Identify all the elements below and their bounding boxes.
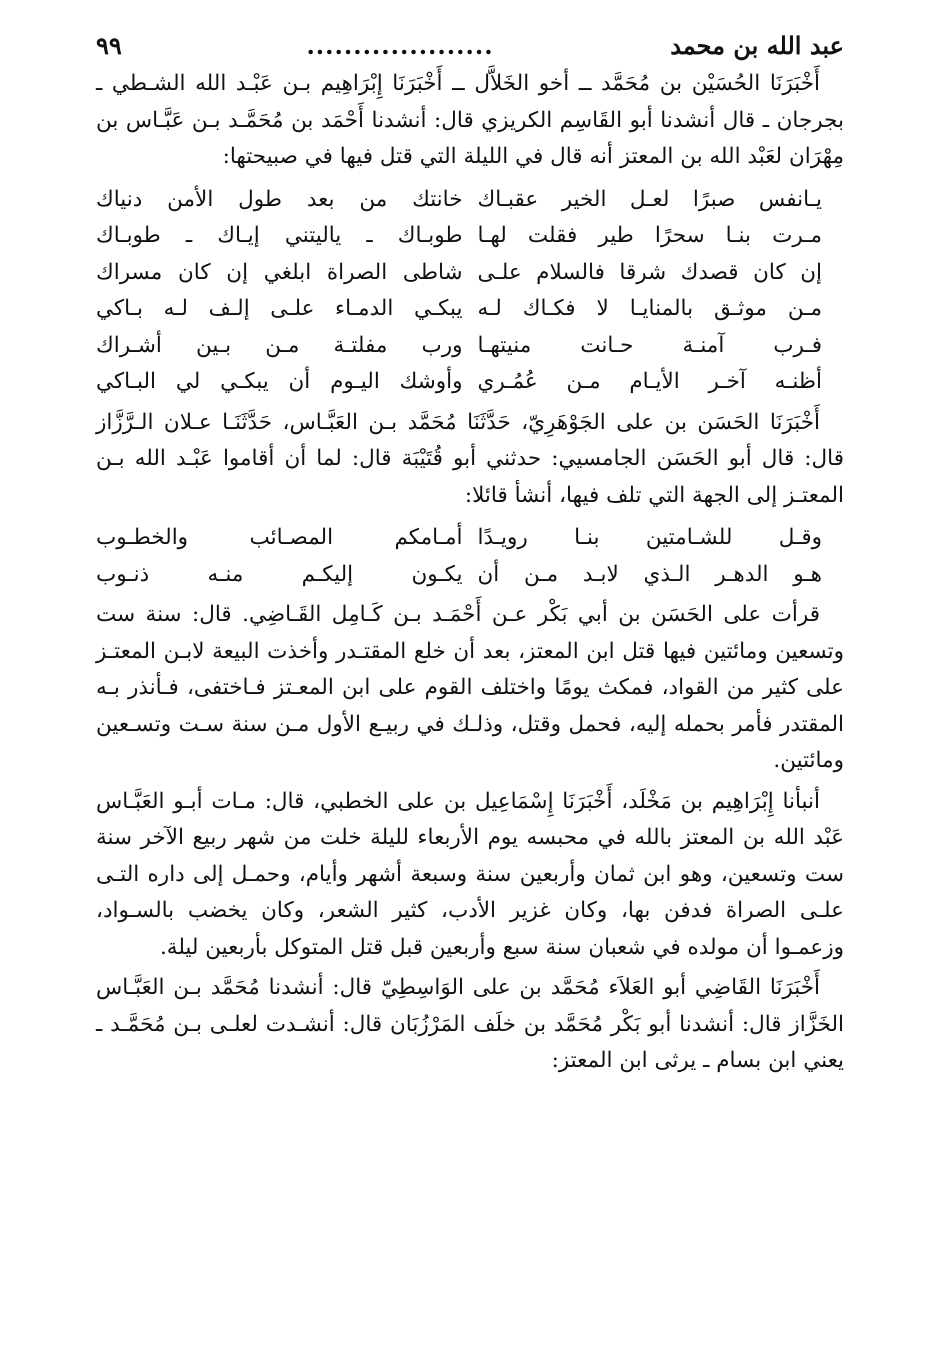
verse-second-half: خانتك من بعد طول الأمن دنياك — [96, 186, 463, 212]
poem-verse — [96, 557, 844, 594]
verse-second-half: ورب مفلتـة مـن بـين أشـراك — [96, 332, 463, 358]
verse-first-half: وقـل للشـامتين بنـا رويـدًا — [477, 525, 822, 550]
verse-first-half: مـن موثـق بالمنايـا لا فكـاك لـه — [477, 296, 822, 321]
verse-first-half: هـو الدهـر الـذي لابـد مـن أن — [477, 561, 822, 587]
verse-first-half: أظنـه آخـر الأيـام مـن عُمُـري — [477, 369, 822, 394]
verse-first-half: فـرب آمنـة حـانت منيتهـا — [477, 332, 822, 358]
book-page — [96, 26, 844, 1080]
paragraph-3: قرأت على الحَسَن بن أبي بَكْر عـن أَحْمَـد بـن كَـامِل القَـاضِي. قال: سنة ست وتسعين ومائتين فيها قتل ابن المعتز، بعد أن خلع المقتـدر وأخذت البيعة لابـن المعتـز على كثير من القواد، فمكث يومًا واختلف القوم على ابن المعـتز فـاختفى، فـأنذر بـه المقتدر فأمر بحمله إليه، فحمل وقتل، وذلـك في ربيـع الأول مـن سنة سـت وتسـعين ومائتين. — [96, 602, 844, 773]
poem-2 — [96, 520, 844, 593]
paragraph-2: أَخْبَرَنَا الحَسَن بن على الجَوْهَرِيّ، حَدَّثَنَا مُحَمَّد بـن العَبَّـاس، حَدَّثَنَـا عـلان الـرَّزَّاز قال: قال أبو الحَسَن الجامسيي: حدثني أبو قُتَيْبَة قال: لما أن أقاموا عَبْـد الله بـن المعتـز إلى الجهة التي تلف فيها، أنشأ قائلا: — [96, 409, 844, 508]
verse-second-half: أمـامكم المصـائب والخطـوب — [96, 525, 463, 550]
running-header — [96, 26, 844, 66]
page-number: ٩٩ — [96, 31, 122, 60]
verse-second-half: يكـون إليكـم منـه ذنـوب — [96, 561, 463, 587]
poem-verse — [96, 520, 844, 557]
verse-first-half: إن كان قصدك شرقا فالسلام علـى — [477, 259, 822, 285]
verse-second-half: شاطى الصراة ابلغي إن كان مسراك — [96, 259, 463, 285]
poem-verse — [96, 328, 844, 365]
verse-second-half: يبكـي الدمـاء علـى إلـف لـه بـاكي — [96, 296, 463, 321]
running-title: عبد الله بن محمد — [670, 31, 844, 60]
paragraph-5: أَخْبَرَنَا القَاضِي أبو العَلاَء مُحَمَّد بن على الوَاسِطِيّ قال: أنشدنا مُحَمَّد بـن العَبَّـاس الخَزَّاز قال: أنشدنا أبو بَكْر مُحَمَّد بن خلَف المَرْزُبَان قال: أنشـدت لعلـى بـن مُحَمَّـد ـ يعني ابن بسام ـ يرثى ابن المعتز: — [96, 975, 844, 1073]
verse-second-half: طوبـاك ـ ياليتني إيـاك ـ طوبـاك — [96, 223, 463, 248]
poem-verse — [96, 291, 844, 328]
verse-second-half: وأوشك اليـوم أن يبكـي لي البـاكي — [96, 369, 463, 394]
verse-first-half: يـانفس صبرًا لعـل الخير عقبـاك — [477, 186, 822, 212]
poem-verse — [96, 255, 844, 292]
poem-verse — [96, 218, 844, 255]
poem-verse — [96, 364, 844, 401]
leader-dots: .................... — [306, 31, 494, 60]
poem-1 — [96, 182, 844, 401]
paragraph-1: أَخْبَرَنَا الحُسَيْن بن مُحَمَّد ــ أخو الخَلاَّل ــ أَخْبَرَنَا إِبْرَاهِيم بـن عَبْـد الله الشـطي ـ بجرجان ـ قال أنشدنا أبو القَاسِم الكريزي قال: أنشدنا أَحْمَد بن مُحَمَّـد بـن عَبَّـاس بن مِهْرَان لعَبْد الله بن المعتز أنه قال في الليلة التي قتل فيها في صبيحتها: — [96, 71, 844, 169]
paragraph-4: أنبأنا إِبْرَاهِيم بن مَخْلَد، أَخْبَرَنَا إِسْمَاعِيل بن على الخطبي، قال: مـات أبـو العَبَّـاس عَبْد الله بن المعتز بالله في محبسه يوم الأربعاء لليلة خلت من شهر ربيع الآخر سنة ست وتسعين، وهو ابن ثمان وأربعين سنة وسبعة أشهر وأيام، وحمـل إلى داره التـى علـى الصراة فدفن بها، وكان غزير الأدب، كثير الشعر، وكان يخضب بالسـواد، وزعمـوا أن مولده في شعبان سنة سبع وأربعين قبل قتل المتوكل بأربعين ليلة. — [96, 788, 844, 960]
verse-first-half: مـرت بنـا سحرًا طير فقلت لهـا — [477, 223, 822, 248]
poem-verse — [96, 182, 844, 219]
